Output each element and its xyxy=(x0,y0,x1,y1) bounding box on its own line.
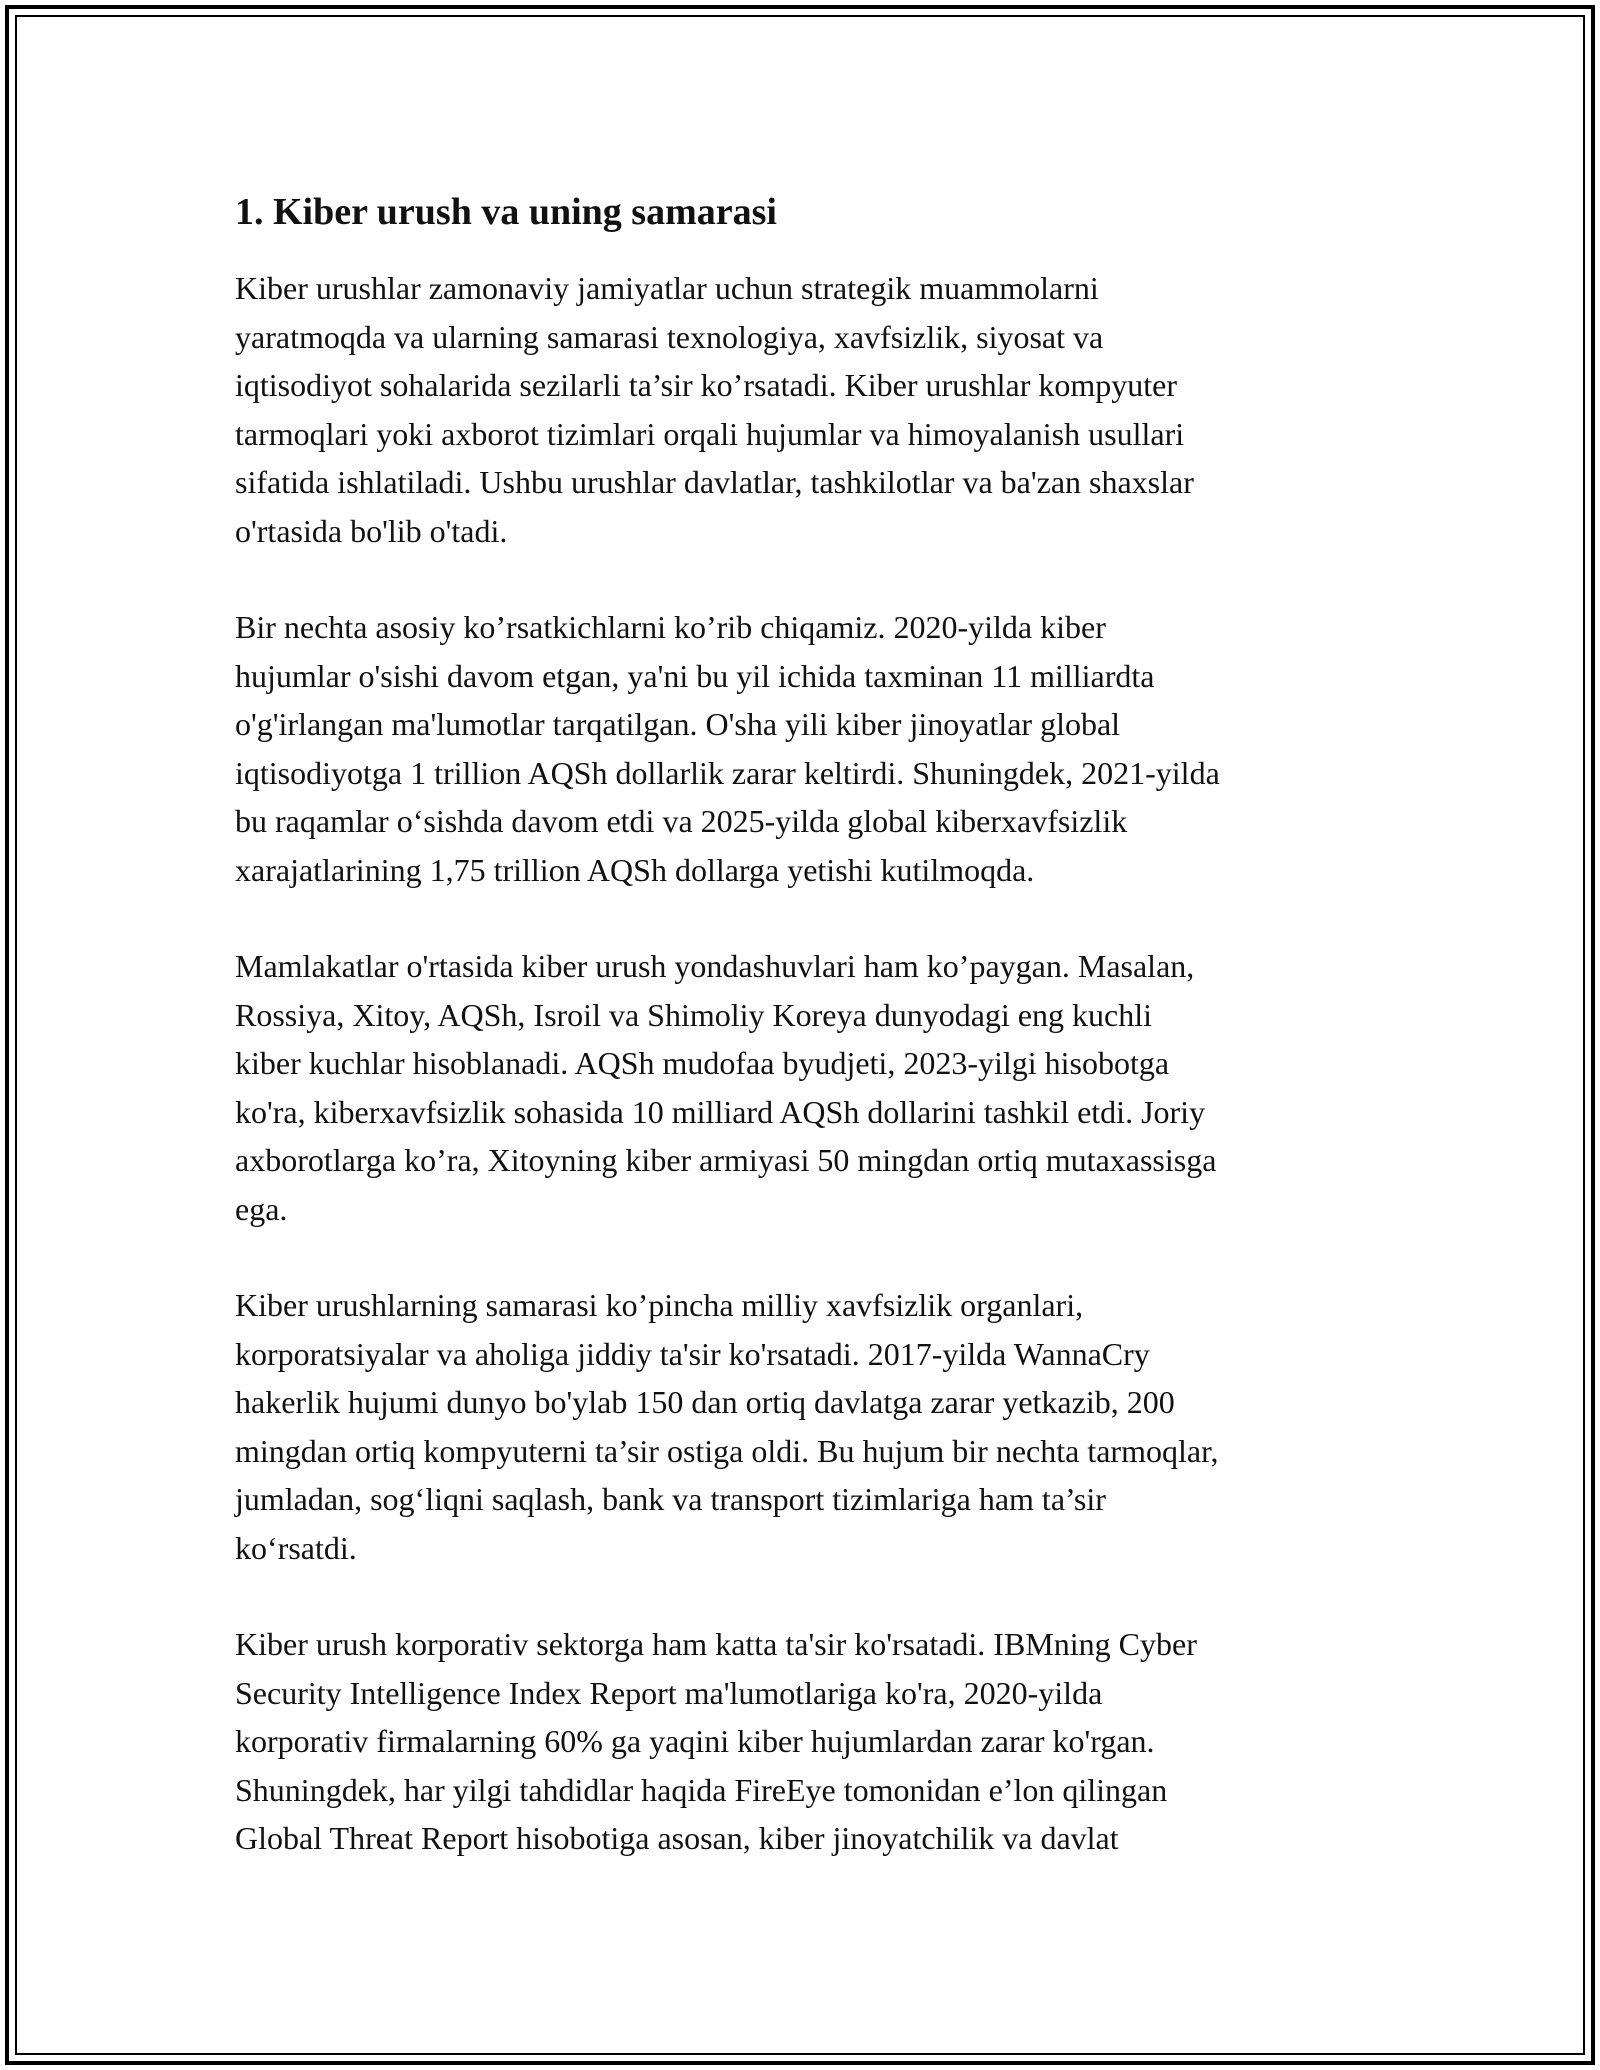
paragraph-4: Kiber urushlarning samarasi ko’pincha milliy xavfsizlik organlari, korporatsiyalar va aholiga jiddiy ta'sir ko'rsatadi. 2017-yilda WannaCry hakerlik hujumi dunyo bo'ylab 150 dan ortiq davlatga zarar yetkazib, 200 mingdan ortiq kompyuterni ta’sir ostiga oldi. Bu hujum bir nechta tarmoqlar, jumladan, sogʻliqni saqlash, bank va transport tizimlariga ham ta’sir koʻrsatdi. xyxy=(235,1287,1219,1566)
document-body xyxy=(235,182,1375,1911)
paragraph-2: Bir nechta asosiy ko’rsatkichlarni ko’rib chiqamiz. 2020-yilda kiber hujumlar o'sishi davom etgan, ya'ni bu yil ichida taxminan 11 milliardta o'g'irlangan ma'lumotlar tarqatilgan. O'sha yili kiber jinoyatlar global iqtisodiyotga 1 trillion AQSh dollarlik zarar keltirdi. Shuningdek, 2021-yilda bu raqamlar oʻsishda davom etdi va 2025-yilda global kiberxavfsizlik xarajatlarining 1,75 trillion AQSh dollarga yetishi kutilmoqda. xyxy=(235,609,1220,888)
paragraph-1: Kiber urushlar zamonaviy jamiyatlar uchun strategik muammolarni yaratmoqda va ularning samarasi texnologiya, xavfsizlik, siyosat va iqtisodiyot sohalarida sezilarli ta’sir ko’rsatadi. Kiber urushlar kompyuter tarmoqlari yoki axborot tizimlari orqali hujumlar va himoyalanish usullari sifatida ishlatiladi. Ushbu urushlar davlatlar, tashkilotlar va ba'zan shaxslar o'rtasida bo'lib o'tadi. xyxy=(235,270,1194,549)
section-heading: 1. Kiber urush va uning samarasi xyxy=(235,191,777,233)
paragraph-3: Mamlakatlar o'rtasida kiber urush yondashuvlari ham ko’paygan. Masalan, Rossiya, Xitoy, AQSh, Isroil va Shimoliy Koreya dunyodagi eng kuchli kiber kuchlar hisoblanadi. AQSh mudofaa byudjeti, 2023-yilgi hisobotga ko'ra, kiberxavfsizlik sohasida 10 milliard AQSh dollarini tashkil etdi. Joriy axborotlarga ko’ra, Xitoyning kiber armiyasi 50 mingdan ortiq mutaxassisga ega. xyxy=(235,948,1217,1227)
paragraph-5: Kiber urush korporativ sektorga ham katta ta'sir ko'rsatadi. IBMning Cyber Security Intelligence Index Report ma'lumotlariga ko'ra, 2020-yilda korporativ firmalarning 60% ga yaqini kiber hujumlardan zarar ko'rgan. Shuningdek, har yilgi tahdidlar haqida FireEye tomonidan e’lon qilingan Global Threat Report hisobotiga asosan, kiber jinoyatchilik va davlat xyxy=(235,1626,1197,1856)
